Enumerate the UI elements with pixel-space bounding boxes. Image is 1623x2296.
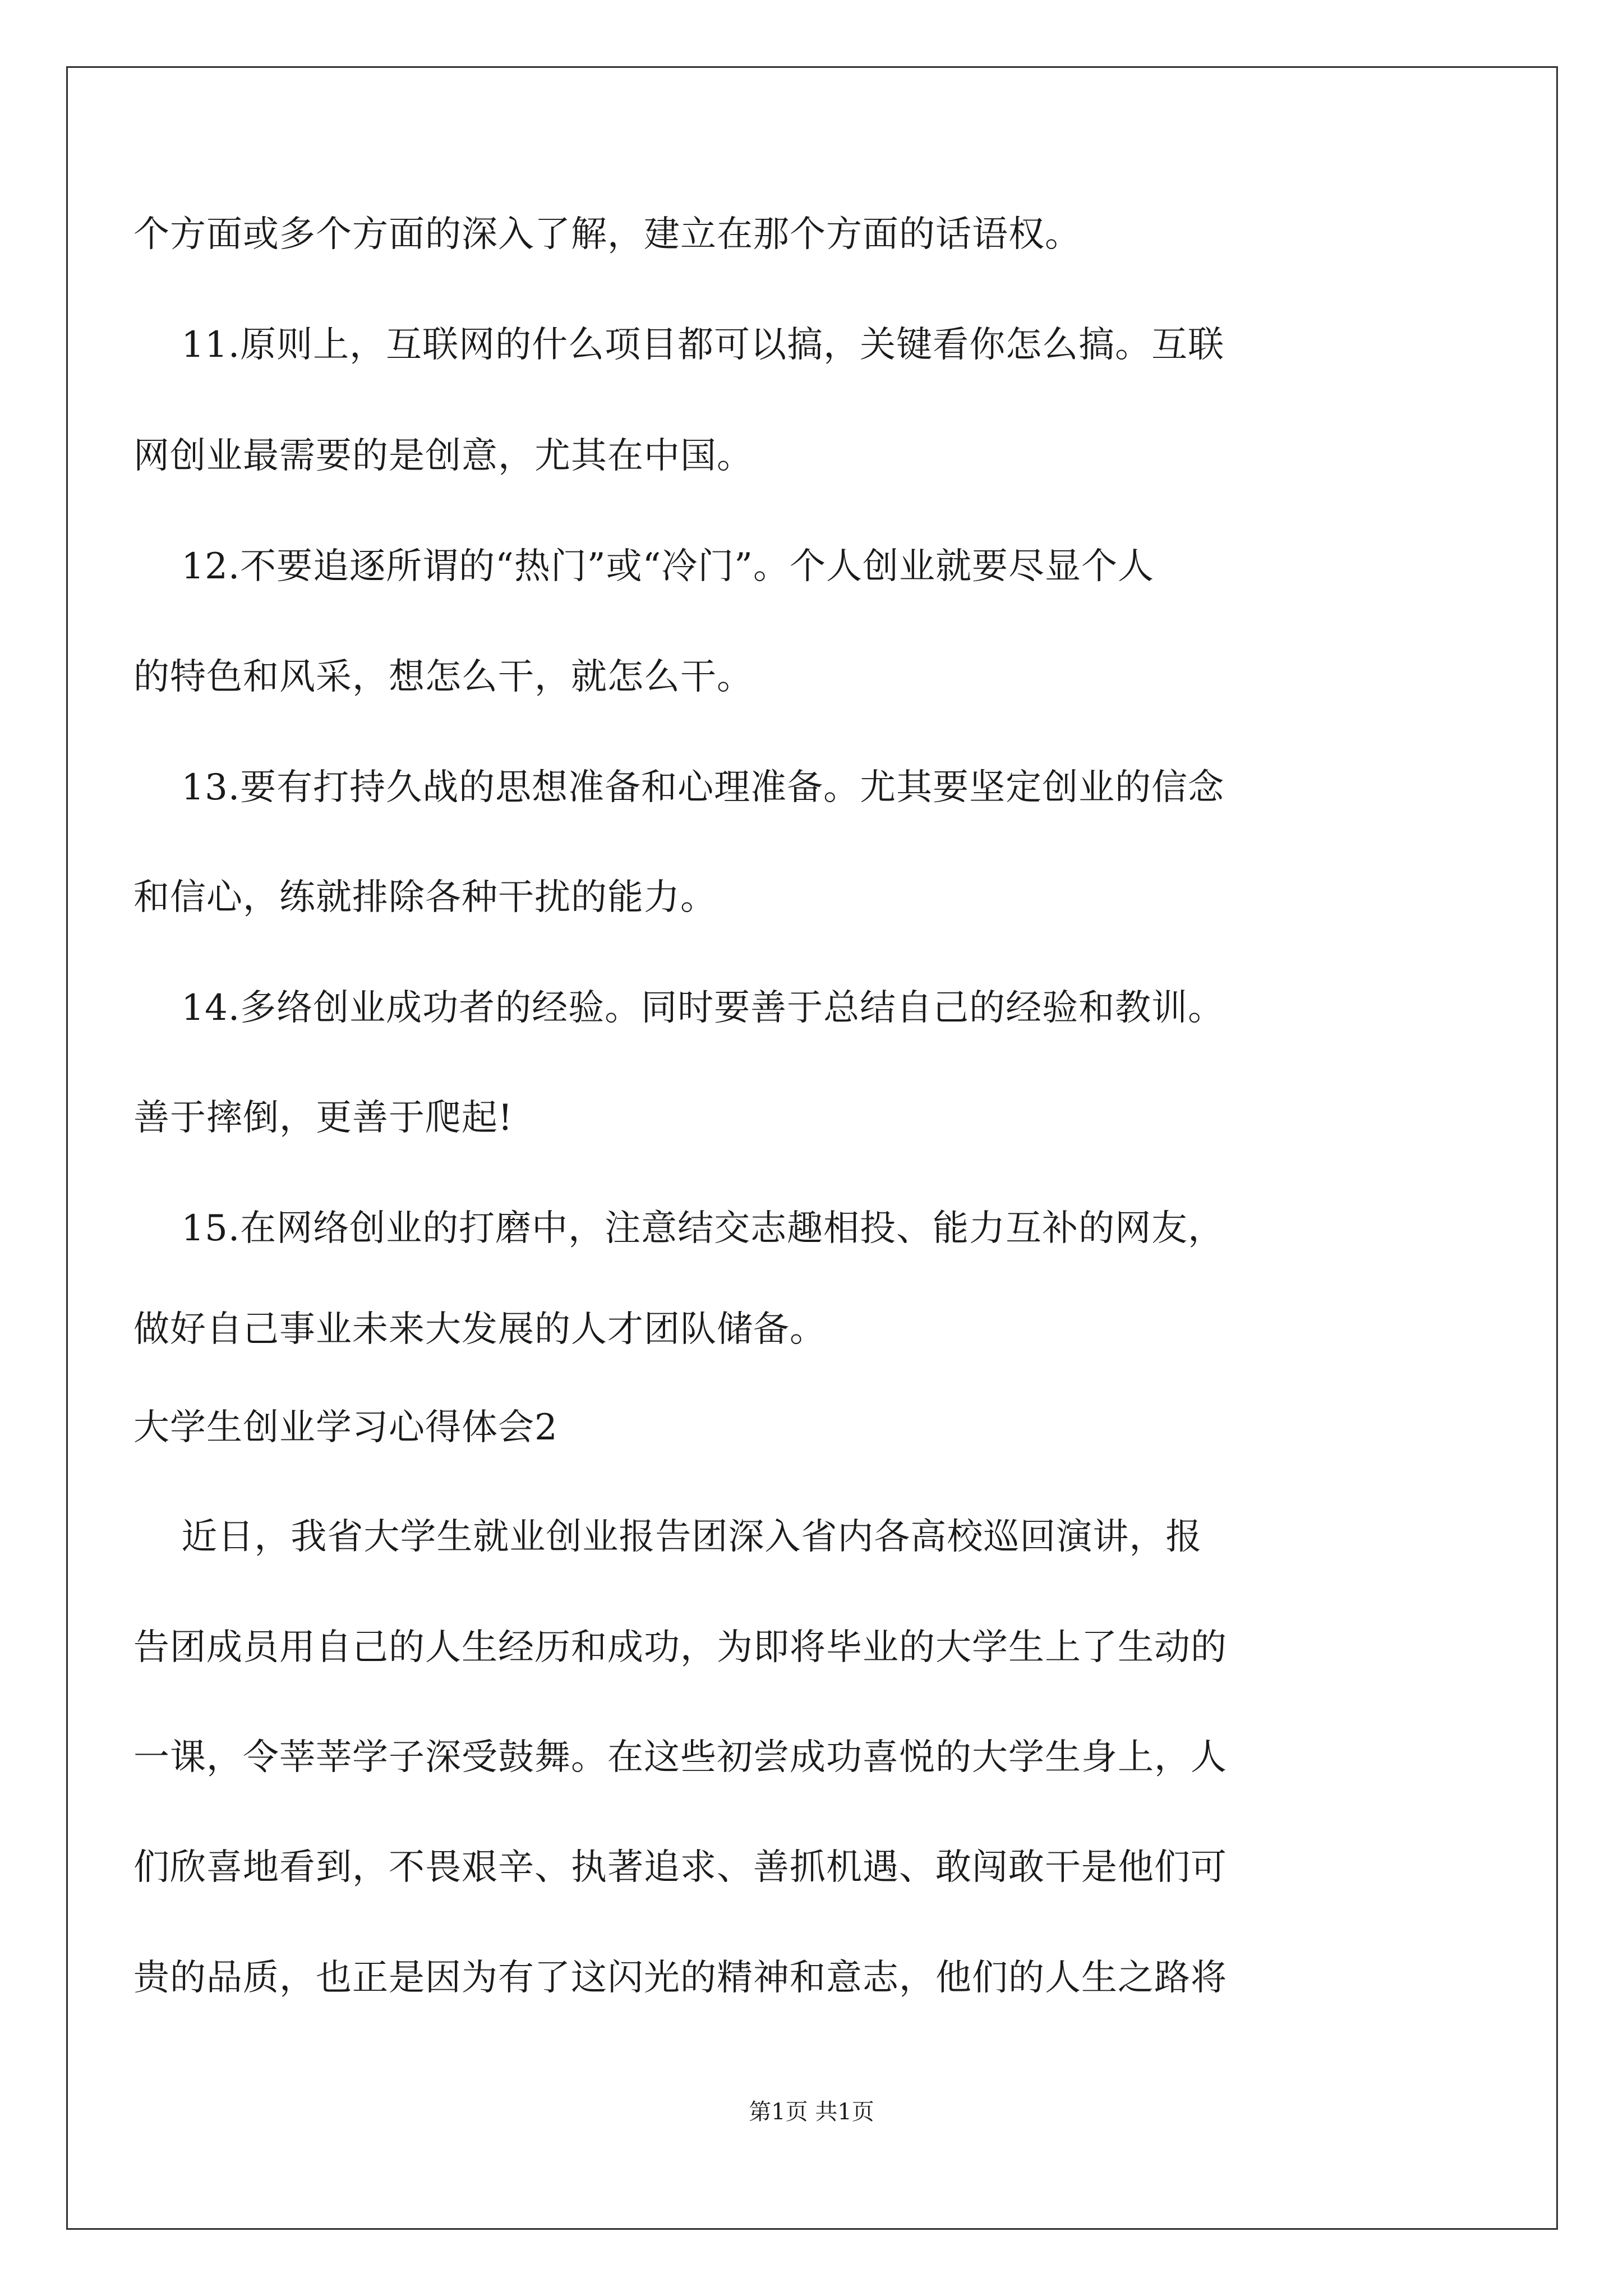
text-line: 善于摔倒，更善于爬起! — [133, 1097, 513, 1139]
text-line: 近日，我省大学生就业创业报告团深入省内各高校巡回演讲，报 — [133, 1516, 1202, 1558]
text-line: 一课，令莘莘学子深受鼓舞。在这些初尝成功喜悦的大学生身上，人 — [133, 1737, 1227, 1778]
text-line: 们欣喜地看到，不畏艰辛、执著追求、善抓机遇、敢闯敢干是他们可 — [133, 1847, 1227, 1888]
text-line: 13.要有打持久战的思想准备和心理准备。尤其要坚定创业的信念 — [133, 767, 1225, 808]
text-line: 贵的品质，也正是因为有了这闪光的精神和意志，他们的人生之路将 — [133, 1957, 1227, 1999]
text-line: 14.多络创业成功者的经验。同时要善于总结自己的经验和教训。 — [133, 987, 1225, 1029]
text-line: 和信心，练就排除各种干扰的能力。 — [133, 877, 717, 918]
text-line: 个方面或多个方面的深入了解，建立在那个方面的话语权。 — [133, 214, 1081, 255]
text-line: 的特色和风采，想怎么干，就怎么干。 — [133, 656, 753, 698]
text-line: 告团成员用自己的人生经历和成功，为即将毕业的大学生上了生动的 — [133, 1627, 1227, 1668]
text-line: 做好自己事业未来大发展的人才团队储备。 — [133, 1309, 826, 1350]
text-line: 15.在网络创业的打磨中，注意结交志趣相投、能力互补的网友， — [133, 1208, 1225, 1249]
page-number: 第1页 共1页 — [749, 2099, 874, 2125]
text-line: 11.原则上，互联网的什么项目都可以搞，关键看你怎么搞。互联 — [133, 324, 1225, 366]
text-line: 网创业最需要的是创意，尤其在中国。 — [133, 435, 753, 477]
section-heading: 大学生创业学习心得体会2 — [133, 1407, 558, 1448]
page-border — [66, 66, 1558, 2230]
text-line: 12.不要追逐所谓的“热门”或“冷门”。个人创业就要尽显个人 — [133, 546, 1155, 587]
